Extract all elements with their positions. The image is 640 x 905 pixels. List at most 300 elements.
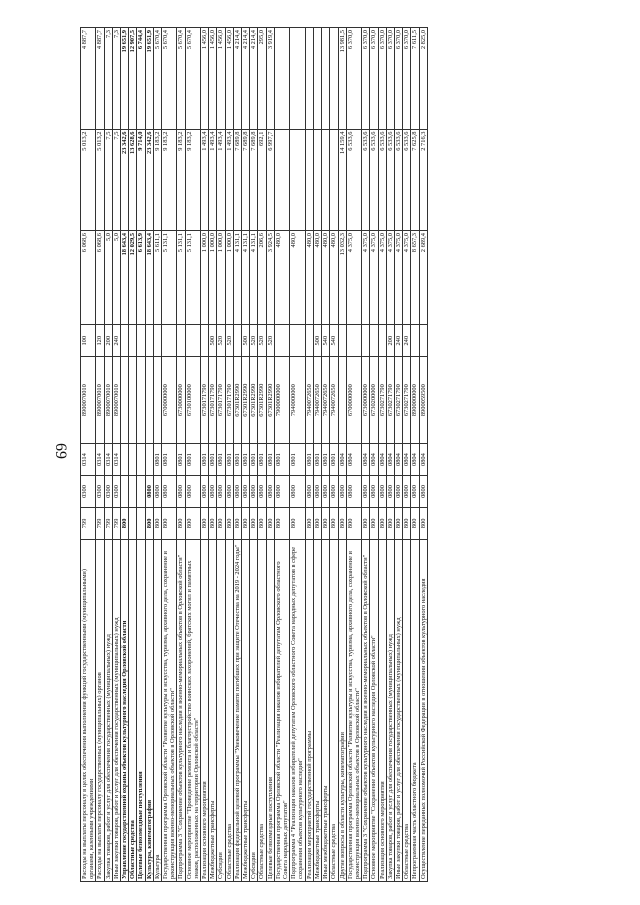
page-number: 69 — [52, 443, 69, 459]
row-section-cell: 0800 — [233, 476, 241, 508]
table-row — [162, 28, 177, 882]
row-amount-2023-cell: 13 981,5 — [338, 28, 346, 130]
row-name-cell: Областные средства — [330, 539, 338, 881]
row-section-cell: 0800 — [162, 476, 177, 508]
row-expense-type-cell — [362, 325, 370, 357]
row-expense-type-cell — [419, 325, 427, 357]
row-name-cell: Областные средства — [258, 539, 266, 881]
table-row — [346, 28, 361, 882]
row-expense-type-cell — [145, 325, 153, 357]
row-amount-2023-cell — [322, 28, 330, 130]
row-expense-type-cell — [346, 325, 361, 357]
row-expense-type-cell — [177, 325, 185, 357]
row-amount-2023-cell — [305, 28, 313, 130]
table-row — [209, 28, 217, 882]
row-subsection-cell: 0804 — [362, 444, 370, 476]
row-section-cell: 0800 — [217, 476, 225, 508]
row-name-cell: Расходы на выплаты персоналу в целях обеспечения выполнения функций государственными (муниципальными) органами, казенными учреждениями — [81, 539, 96, 881]
row-name-cell: Закупка товаров, работ и услуг для обеспечения государственных (муниципальных) нужд — [386, 539, 394, 881]
table-row — [394, 28, 402, 882]
budget-table-body — [81, 28, 428, 882]
row-amount-2023-cell: 3 919,4 — [266, 28, 274, 130]
row-name-cell: Реализация мероприятий государственной программы — [305, 539, 313, 881]
row-amount-2023-cell: 6 744,4 — [137, 28, 145, 130]
row-expense-type-cell — [201, 325, 209, 357]
row-target-item-cell: 6730271790 — [378, 357, 386, 444]
row-subsection-cell — [121, 444, 129, 476]
row-amount-2022-cell: 1 493,4 — [225, 129, 233, 230]
row-amount-2021-cell: 4 131,1 — [250, 231, 258, 325]
row-amount-2021-cell: 6 613,9 — [137, 231, 145, 325]
row-subsection-cell: 0801 — [305, 444, 313, 476]
row-section-cell: 0800 — [313, 476, 321, 508]
row-amount-2022-cell: 7 689,8 — [233, 129, 241, 230]
row-name-cell: Культура — [153, 539, 161, 881]
row-target-item-cell — [153, 357, 161, 444]
table-row — [96, 28, 104, 882]
row-name-cell: Государственная программа Орловской области "Развитие культуры и искусства, туризма, архивного дела, сохранение и реконструкция военно-мемориальных объектов в Орловской области" — [346, 539, 361, 881]
row-amount-2021-cell: 4 375,0 — [394, 231, 402, 325]
row-section-cell: 0800 — [250, 476, 258, 508]
table-row — [290, 28, 305, 882]
row-ministry-code-cell: 800 — [225, 507, 233, 539]
row-subsection-cell: 0801 — [274, 444, 289, 476]
row-ministry-code-cell: 800 — [305, 507, 313, 539]
row-ministry-code-cell: 799 — [81, 507, 96, 539]
row-amount-2021-cell: 5 131,1 — [177, 231, 185, 325]
row-amount-2022-cell: 13 628,6 — [129, 129, 137, 230]
row-amount-2022-cell: 7 689,8 — [242, 129, 250, 230]
table-row — [81, 28, 96, 882]
row-amount-2023-cell: 6 370,0 — [346, 28, 361, 130]
table-row — [225, 28, 233, 882]
row-amount-2021-cell: 3 924,5 — [266, 231, 274, 325]
row-section-cell: 0800 — [185, 476, 200, 508]
row-amount-2023-cell: 19 651,9 — [121, 28, 129, 130]
row-amount-2023-cell: 5 670,4 — [177, 28, 185, 130]
row-amount-2021-cell: 6 068,6 — [81, 231, 96, 325]
row-amount-2021-cell: 4 375,0 — [386, 231, 394, 325]
row-expense-type-cell — [137, 325, 145, 357]
table-row — [330, 28, 338, 882]
table-row — [145, 28, 153, 882]
row-subsection-cell: 0801 — [177, 444, 185, 476]
table-row — [185, 28, 200, 882]
row-target-item-cell — [338, 357, 346, 444]
row-ministry-code-cell: 799 — [112, 507, 120, 539]
row-target-item-cell: 6730171790 — [209, 357, 217, 444]
row-expense-type-cell: 520 — [258, 325, 266, 357]
table-row — [121, 28, 129, 882]
row-amount-2021-cell: 5,0 — [112, 231, 120, 325]
row-name-cell: Иные закупки товаров, работ и услуг для обеспечения государственных (муниципальных) нужд — [112, 539, 120, 881]
row-section-cell: 0300 — [81, 476, 96, 508]
row-ministry-code-cell: 799 — [96, 507, 104, 539]
row-name-cell: Основное мероприятие "Сохранение объектов культурного наследия Орловской области" — [370, 539, 378, 881]
row-expense-type-cell — [411, 325, 419, 357]
row-amount-2023-cell: 5 670,4 — [153, 28, 161, 130]
row-section-cell: 0300 — [104, 476, 112, 508]
row-section-cell: 0800 — [362, 476, 370, 508]
table-row — [112, 28, 120, 882]
table-row — [250, 28, 258, 882]
row-amount-2021-cell: 480,0 — [322, 231, 330, 325]
row-ministry-code-cell: 800 — [162, 507, 177, 539]
row-amount-2021-cell: 8 657,3 — [411, 231, 419, 325]
row-section-cell: 0800 — [394, 476, 402, 508]
row-amount-2021-cell: 18 643,4 — [121, 231, 129, 325]
row-section-cell: 0800 — [145, 476, 153, 508]
row-section-cell: 0800 — [290, 476, 305, 508]
row-expense-type-cell — [162, 325, 177, 357]
table-row — [153, 28, 161, 882]
row-section-cell: 0800 — [386, 476, 394, 508]
row-subsection-cell: 0804 — [403, 444, 411, 476]
row-target-item-cell — [129, 357, 137, 444]
row-expense-type-cell: 500 — [209, 325, 217, 357]
row-subsection-cell: 0804 — [386, 444, 394, 476]
row-expense-type-cell: 200 — [104, 325, 112, 357]
row-amount-2023-cell — [290, 28, 305, 130]
row-section-cell: 0800 — [322, 476, 330, 508]
row-target-item-cell: 7940072650 — [330, 357, 338, 444]
row-ministry-code-cell: 800 — [121, 507, 129, 539]
table-row — [217, 28, 225, 882]
row-target-item-cell — [137, 357, 145, 444]
row-amount-2021-cell: 480,0 — [274, 231, 289, 325]
row-section-cell — [121, 476, 129, 508]
row-amount-2022-cell: 7,5 — [104, 129, 112, 230]
row-amount-2022-cell: 9 183,2 — [162, 129, 177, 230]
table-row — [233, 28, 241, 882]
row-amount-2021-cell: 5 611,1 — [153, 231, 161, 325]
row-amount-2022-cell: 1 493,4 — [217, 129, 225, 230]
row-target-item-cell: 67301R2990 — [258, 357, 266, 444]
row-amount-2023-cell: 7,3 — [104, 28, 112, 130]
row-subsection-cell: 0801 — [162, 444, 177, 476]
row-expense-type-cell: 240 — [394, 325, 402, 357]
row-amount-2022-cell — [330, 129, 338, 230]
row-amount-2022-cell: 6 533,6 — [362, 129, 370, 230]
row-amount-2022-cell: 5 013,2 — [81, 129, 96, 230]
row-expense-type-cell: 520 — [266, 325, 274, 357]
row-name-cell: Государственная программа Орловской области "Развитие культуры и искусства, туризма, архивного дела, сохранение и реконструкция военно-мемориальных объектов в Орловской области" — [162, 539, 177, 881]
row-target-item-cell: 6730200000 — [370, 357, 378, 444]
row-amount-2022-cell: 23 342,6 — [145, 129, 153, 230]
row-amount-2023-cell: 4 214,4 — [250, 28, 258, 130]
row-amount-2021-cell: 1 000,0 — [225, 231, 233, 325]
row-section-cell: 0800 — [177, 476, 185, 508]
row-target-item-cell: 67301R2990 — [250, 357, 258, 444]
row-subsection-cell: 0801 — [290, 444, 305, 476]
row-ministry-code-cell: 800 — [177, 507, 185, 539]
row-subsection-cell: 0804 — [419, 444, 427, 476]
row-section-cell: 0800 — [274, 476, 289, 508]
row-amount-2021-cell: 2 689,4 — [419, 231, 427, 325]
row-amount-2021-cell: 4 131,1 — [242, 231, 250, 325]
table-row — [137, 28, 145, 882]
row-ministry-code-cell: 800 — [250, 507, 258, 539]
row-amount-2023-cell: 4 887,7 — [81, 28, 96, 130]
row-amount-2021-cell: 18 643,4 — [145, 231, 153, 325]
table-row — [274, 28, 289, 882]
row-name-cell: Основное мероприятие "Проведение ремонта и благоустройство воинских захоронений, братских могил и памятных знаков, расположенных на территории Орловской области" — [185, 539, 200, 881]
row-expense-type-cell: 520 — [225, 325, 233, 357]
row-target-item-cell: 6730000000 — [177, 357, 185, 444]
budget-table — [80, 27, 428, 882]
row-expense-type-cell: 500 — [242, 325, 250, 357]
row-target-item-cell: 8900070010 — [104, 357, 112, 444]
table-row — [386, 28, 394, 882]
table-row — [258, 28, 266, 882]
row-ministry-code-cell: 800 — [378, 507, 386, 539]
row-subsection-cell: 0801 — [233, 444, 241, 476]
row-target-item-cell — [145, 357, 153, 444]
row-target-item-cell: 6700000000 — [346, 357, 361, 444]
row-name-cell: Осуществление переданных полномочий Российской Федерации в отношении объектов культурного наследия — [419, 539, 427, 881]
row-amount-2023-cell: 5 670,4 — [185, 28, 200, 130]
row-subsection-cell: 0801 — [185, 444, 200, 476]
row-section-cell — [137, 476, 145, 508]
row-target-item-cell: 6730171790 — [225, 357, 233, 444]
row-expense-type-cell — [153, 325, 161, 357]
row-target-item-cell: 6730271790 — [403, 357, 411, 444]
row-expense-type-cell: 240 — [112, 325, 120, 357]
row-subsection-cell: 0801 — [217, 444, 225, 476]
row-amount-2022-cell: 2 716,3 — [419, 129, 427, 230]
row-amount-2023-cell: 1 456,0 — [209, 28, 217, 130]
table-row — [322, 28, 330, 882]
row-amount-2022-cell: 6 533,6 — [403, 129, 411, 230]
row-amount-2022-cell: 6 533,6 — [386, 129, 394, 230]
table-row — [242, 28, 250, 882]
row-name-cell: Целевые безвозмездные поступления — [266, 539, 274, 881]
row-amount-2021-cell: 4 375,0 — [370, 231, 378, 325]
row-ministry-code-cell: 800 — [290, 507, 305, 539]
row-name-cell: Реализация основного мероприятия — [201, 539, 209, 881]
row-name-cell: Иные закупки товаров, работ и услуг для обеспечения государственных (муниципальных) нужд — [394, 539, 402, 881]
row-ministry-code-cell: 800 — [313, 507, 321, 539]
table-row — [419, 28, 427, 882]
row-ministry-code-cell: 800 — [346, 507, 361, 539]
row-target-item-cell: 67301R2990 — [233, 357, 241, 444]
row-amount-2022-cell: 9 183,2 — [153, 129, 161, 230]
row-expense-type-cell: 520 — [217, 325, 225, 357]
row-subsection-cell: 0314 — [96, 444, 104, 476]
row-subsection-cell: 0314 — [112, 444, 120, 476]
row-expense-type-cell — [338, 325, 346, 357]
row-expense-type-cell: 240 — [403, 325, 411, 357]
row-name-cell: Реализация федеральной целевой программы "Увековечение памяти погибших при защите Отечества на 2019 - 2024 годы" — [233, 539, 241, 881]
row-amount-2021-cell: 5 131,1 — [185, 231, 200, 325]
row-amount-2021-cell: 4 375,0 — [346, 231, 361, 325]
row-section-cell: 0800 — [209, 476, 217, 508]
row-ministry-code-cell — [137, 507, 145, 539]
row-section-cell: 0800 — [242, 476, 250, 508]
row-target-item-cell: 6730100000 — [185, 357, 200, 444]
row-amount-2021-cell: 4 375,0 — [378, 231, 386, 325]
row-section-cell: 0800 — [378, 476, 386, 508]
row-subsection-cell: 0804 — [378, 444, 386, 476]
row-ministry-code-cell: 800 — [258, 507, 266, 539]
row-expense-type-cell — [274, 325, 289, 357]
row-ministry-code-cell: 800 — [411, 507, 419, 539]
row-amount-2021-cell: 4 131,1 — [233, 231, 241, 325]
row-amount-2022-cell: 23 342,6 — [121, 129, 129, 230]
row-name-cell: Расходы на выплаты персоналу государственных (муниципальных) органов — [96, 539, 104, 881]
row-expense-type-cell — [290, 325, 305, 357]
row-amount-2021-cell: 5,0 — [104, 231, 112, 325]
row-ministry-code-cell: 800 — [394, 507, 402, 539]
row-amount-2022-cell: 9 183,2 — [185, 129, 200, 230]
row-amount-2021-cell: 480,0 — [330, 231, 338, 325]
row-ministry-code-cell: 800 — [217, 507, 225, 539]
row-section-cell: 0800 — [346, 476, 361, 508]
row-section-cell: 0800 — [201, 476, 209, 508]
row-section-cell: 0800 — [338, 476, 346, 508]
row-ministry-code-cell: 800 — [370, 507, 378, 539]
row-amount-2023-cell — [330, 28, 338, 130]
row-target-item-cell: 6700000000 — [162, 357, 177, 444]
row-amount-2022-cell: 6 533,6 — [378, 129, 386, 230]
row-amount-2022-cell: 1 493,4 — [209, 129, 217, 230]
row-amount-2022-cell: 692,1 — [258, 129, 266, 230]
row-amount-2022-cell: 9 714,0 — [137, 129, 145, 230]
row-subsection-cell — [145, 444, 153, 476]
row-amount-2022-cell: 9 183,2 — [177, 129, 185, 230]
row-target-item-cell: 6730271790 — [394, 357, 402, 444]
row-section-cell: 0800 — [411, 476, 419, 508]
row-ministry-code-cell: 800 — [209, 507, 217, 539]
row-amount-2022-cell: 6 533,6 — [394, 129, 402, 230]
row-section-cell: 0800 — [305, 476, 313, 508]
row-amount-2022-cell — [274, 129, 289, 230]
row-amount-2023-cell: 295,0 — [258, 28, 266, 130]
row-amount-2023-cell: 7 611,5 — [411, 28, 419, 130]
row-subsection-cell: 0801 — [330, 444, 338, 476]
row-expense-type-cell: 200 — [386, 325, 394, 357]
row-name-cell: Управление государственной охраны объектов культурного наследия Орловской области — [121, 539, 129, 881]
table-row — [403, 28, 411, 882]
row-expense-type-cell — [185, 325, 200, 357]
row-amount-2023-cell — [313, 28, 321, 130]
row-name-cell: Подпрограмма 3 "Сохранение объектов культурного наследия и военно-мемориальных объектов в Орловской области" — [177, 539, 185, 881]
row-amount-2022-cell: 7,5 — [112, 129, 120, 230]
row-amount-2023-cell: 19 651,9 — [145, 28, 153, 130]
row-target-item-cell: 7940072650 — [322, 357, 330, 444]
row-amount-2023-cell: 12 907,5 — [129, 28, 137, 130]
row-ministry-code-cell: 800 — [419, 507, 427, 539]
row-name-cell: Непрограммная часть областного бюджета — [411, 539, 419, 881]
row-subsection-cell: 0801 — [153, 444, 161, 476]
row-amount-2023-cell: 4 887,7 — [96, 28, 104, 130]
row-amount-2023-cell: 6 370,0 — [386, 28, 394, 130]
row-amount-2022-cell: 14 159,4 — [338, 129, 346, 230]
row-amount-2021-cell: 12 029,5 — [129, 231, 137, 325]
row-subsection-cell: 0801 — [313, 444, 321, 476]
row-name-cell: Межбюджетные трансферты — [209, 539, 217, 881]
row-ministry-code-cell — [129, 507, 137, 539]
row-amount-2022-cell: 6 533,6 — [370, 129, 378, 230]
row-amount-2023-cell: 4 214,4 — [233, 28, 241, 130]
row-expense-type-cell: 100 — [81, 325, 96, 357]
row-ministry-code-cell: 800 — [266, 507, 274, 539]
row-subsection-cell: 0804 — [370, 444, 378, 476]
table-row — [362, 28, 370, 882]
row-section-cell: 0800 — [330, 476, 338, 508]
row-name-cell: Иные межбюджетные трансферты — [322, 539, 330, 881]
row-name-cell: Подпрограмма 3 "Сохранение объектов культурного наследия и военно-мемориальных объектов в Орловской области" — [362, 539, 370, 881]
row-section-cell: 0800 — [266, 476, 274, 508]
table-row — [411, 28, 419, 882]
row-amount-2021-cell: 480,0 — [290, 231, 305, 325]
row-subsection-cell: 0801 — [322, 444, 330, 476]
row-amount-2022-cell — [313, 129, 321, 230]
table-row — [370, 28, 378, 882]
row-name-cell: Областные средства — [225, 539, 233, 881]
row-amount-2022-cell: 7 625,8 — [411, 129, 419, 230]
row-section-cell: 0800 — [370, 476, 378, 508]
row-name-cell: Целевые безвозмездные поступления — [137, 539, 145, 881]
row-expense-type-cell: 540 — [330, 325, 338, 357]
row-section-cell: 0300 — [96, 476, 104, 508]
row-subsection-cell: 0801 — [250, 444, 258, 476]
row-ministry-code-cell: 800 — [338, 507, 346, 539]
row-ministry-code-cell: 800 — [403, 507, 411, 539]
row-section-cell: 0800 — [225, 476, 233, 508]
row-subsection-cell — [137, 444, 145, 476]
row-amount-2023-cell: 1 456,0 — [201, 28, 209, 130]
row-subsection-cell: 0801 — [266, 444, 274, 476]
row-name-cell: Культура, кинематография — [145, 539, 153, 881]
row-ministry-code-cell: 800 — [201, 507, 209, 539]
budget-table-rotated — [80, 27, 600, 882]
row-amount-2023-cell: 6 370,0 — [362, 28, 370, 130]
row-target-item-cell: 7940072650 — [313, 357, 321, 444]
row-amount-2021-cell: 1 000,0 — [201, 231, 209, 325]
table-row — [201, 28, 209, 882]
row-amount-2022-cell: 1 493,4 — [201, 129, 209, 230]
row-target-item-cell: 7900000000 — [274, 357, 289, 444]
row-amount-2021-cell: 6 068,6 — [96, 231, 104, 325]
row-amount-2022-cell: 6 533,6 — [346, 129, 361, 230]
row-section-cell: 0800 — [419, 476, 427, 508]
row-target-item-cell: 7940000000 — [290, 357, 305, 444]
row-name-cell: Субсидии — [217, 539, 225, 881]
row-expense-type-cell: 540 — [322, 325, 330, 357]
row-expense-type-cell: 520 — [250, 325, 258, 357]
row-section-cell: 0300 — [112, 476, 120, 508]
row-ministry-code-cell: 800 — [233, 507, 241, 539]
row-ministry-code-cell: 800 — [242, 507, 250, 539]
row-expense-type-cell — [129, 325, 137, 357]
row-name-cell: Подпрограмма 4 "Реализация наказов избирателей депутатам Орловского областного Совета народных депутатов в сфере сохранения объектов культурного наследия" — [290, 539, 305, 881]
row-target-item-cell: 67301R2990 — [242, 357, 250, 444]
row-amount-2023-cell: 6 370,0 — [378, 28, 386, 130]
table-row — [104, 28, 112, 882]
row-ministry-code-cell: 800 — [153, 507, 161, 539]
row-expense-type-cell: 500 — [313, 325, 321, 357]
row-ministry-code-cell: 800 — [322, 507, 330, 539]
table-row — [266, 28, 274, 882]
table-row — [177, 28, 185, 882]
row-amount-2023-cell — [274, 28, 289, 130]
row-ministry-code-cell: 799 — [104, 507, 112, 539]
row-amount-2022-cell — [290, 129, 305, 230]
row-expense-type-cell: 120 — [96, 325, 104, 357]
row-expense-type-cell — [378, 325, 386, 357]
table-row — [313, 28, 321, 882]
